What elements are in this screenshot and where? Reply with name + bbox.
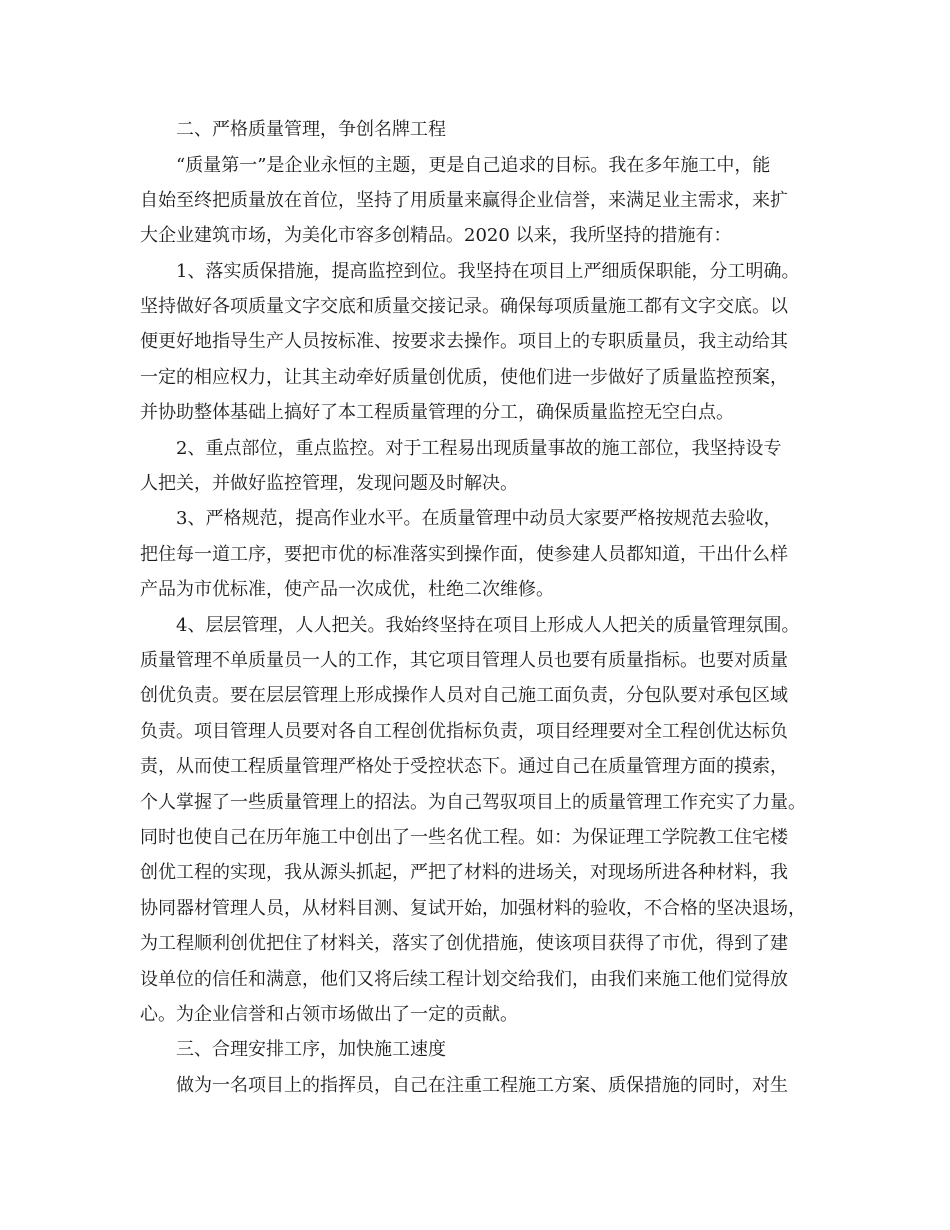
paragraph-line: 坚持做好各项质量文字交底和质量交接记录。确保每项质量施工都有文字交底。以 — [140, 296, 788, 317]
paragraph-line: 质量管理不单质量员一人的工作，其它项目管理人员也要有质量指标。也要对质量 — [140, 650, 788, 671]
paragraph-line: 产品为市优标准，使产品一次成优，杜绝二次维修。 — [140, 579, 554, 600]
paragraph-line: 便更好地指导生产人员按标准、按要求去操作。项目上的专职质量员，我主动给其 — [140, 331, 788, 352]
paragraph-line: 1、落实质保措施，提高监控到位。我坚持在项目上严细质保职能，分工明确。 — [176, 261, 800, 282]
paragraph-line: 并协助整体基础上搞好了本工程质量管理的分工，确保质量监控无空白点。 — [140, 402, 734, 423]
paragraph-line: “质量第一”是企业永恒的主题，更是自己追求的目标。我在多年施工中，能 — [176, 155, 771, 176]
paragraph-line: 人把关，并做好监控管理，发现问题及时解决。 — [140, 473, 518, 494]
paragraph-line: 一定的相应权力，让其主动牵好质量创优质，使他们进一步做好了质量监控预案， — [140, 367, 788, 388]
paragraph-line: 创优工程的实现，我从源头抓起，严把了材料的进场关，对现场所进各种材料，我 — [140, 862, 788, 883]
paragraph-line: 负责。项目管理人员要对各自工程创优指标负责，项目经理要对全工程创优达标负 — [140, 721, 788, 742]
paragraph-line: 做为一名项目上的指挥员，自己在注重工程施工方案、质保措施的同时，对生 — [176, 1075, 788, 1096]
paragraph-line: 心。为企业信誉和占领市场做出了一定的贡献。 — [140, 1004, 518, 1025]
paragraph-line: 自始至终把质量放在首位，坚持了用质量来赢得企业信誉，来满足业主需求，来扩 — [140, 190, 788, 211]
paragraph-line: 创优负责。要在层层管理上形成操作人员对自己施工面负责，分包队要对承包区域 — [140, 685, 788, 706]
paragraph-line: 4、层层管理，人人把关。我始终坚持在项目上形成人人把关的质量管理氛围。 — [176, 615, 800, 636]
paragraph-line: 设单位的信任和满意，他们又将后续工程计划交给我们，由我们来施工他们觉得放 — [140, 969, 788, 990]
paragraph-line: 大企业建筑市场，为美化市容多创精品。2020 以来，我所坚持的措施有： — [140, 225, 732, 246]
paragraph-line: 3、严格规范，提高作业水平。在质量管理中动员大家要严格按规范去验收， — [176, 508, 782, 529]
section-heading: 二、严格质量管理，争创名牌工程 — [176, 119, 446, 140]
paragraph-line: 协同器材管理人员，从材料目测、复试开始，加强材料的验收，不合格的坚决退场， — [140, 898, 806, 919]
paragraph-line: 责，从而使工程质量管理严格处于受控状态下。通过自己在质量管理方面的摸索， — [140, 756, 788, 777]
paragraph-line: 把住每一道工序，要把市优的标准落实到操作面，使参建人员都知道，干出什么样 — [140, 544, 788, 565]
paragraph-line: 个人掌握了一些质量管理上的招法。为自己驾驭项目上的质量管理工作充实了力量。 — [140, 792, 806, 813]
section-heading: 三、合理安排工序，加快施工速度 — [176, 1039, 446, 1060]
paragraph-line: 2、重点部位，重点监控。对于工程易出现质量事故的施工部位，我坚持设专 — [176, 438, 782, 459]
paragraph-line: 为工程顺利创优把住了材料关，落实了创优措施，使该项目获得了市优，得到了建 — [140, 933, 788, 954]
paragraph-line: 同时也使自己在历年施工中创出了一些名优工程。如：为保证理工学院教工住宅楼 — [140, 827, 788, 848]
